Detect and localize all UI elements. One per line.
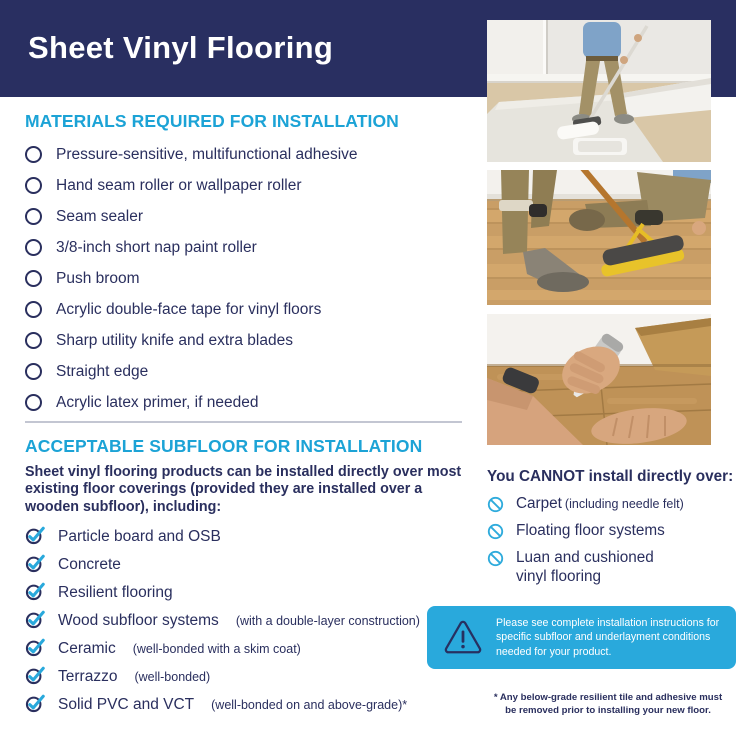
check-icon	[25, 693, 46, 713]
subfloor-list	[25, 523, 465, 719]
materials-item-label: Seam sealer	[56, 207, 144, 225]
check-icon	[25, 665, 46, 685]
circle-bullet-icon	[25, 239, 42, 256]
materials-item	[25, 356, 465, 387]
warning-triangle-icon	[443, 619, 483, 656]
cannot-item	[487, 494, 727, 513]
photo-push-broom	[487, 170, 711, 305]
subfloor-item	[25, 551, 465, 579]
materials-heading: MATERIALS REQUIRED FOR INSTALLATION	[25, 111, 399, 131]
subfloor-item-label: Concrete	[58, 556, 121, 573]
check-icon	[25, 553, 46, 573]
materials-item-label: Straight edge	[56, 362, 149, 380]
photo-rolling-adhesive	[487, 20, 711, 162]
materials-item	[25, 387, 465, 418]
subfloor-item-note: (well-bonded with a skim coat)	[132, 642, 301, 656]
materials-item	[25, 294, 465, 325]
materials-item	[25, 263, 465, 294]
check-icon	[25, 525, 46, 545]
cannot-item-label: Floating floor systems	[516, 522, 665, 540]
check-icon	[25, 581, 46, 601]
no-icon	[487, 550, 504, 567]
subfloor-item-note: (with a double-layer construction)	[235, 614, 420, 628]
subfloor-item	[25, 579, 465, 607]
materials-item	[25, 232, 465, 263]
subfloor-item-label: Solid PVC and VCT	[58, 696, 195, 713]
materials-item-label: Acrylic latex primer, if needed	[56, 393, 259, 411]
circle-bullet-icon	[25, 301, 42, 318]
materials-item-label: Push broom	[56, 269, 140, 287]
cannot-item-label: Carpet	[516, 495, 562, 512]
cannot-item	[487, 521, 727, 540]
subfloor-item	[25, 635, 465, 663]
subfloor-item-label: Ceramic	[58, 640, 116, 657]
circle-bullet-icon	[25, 394, 42, 411]
cannot-list	[487, 494, 727, 594]
materials-item	[25, 325, 465, 356]
footnote: * Any below-grade resilient tile and adhesive must be removed prior to installing your new floor.	[493, 692, 723, 717]
subfloor-item-label: Terrazzo	[58, 668, 118, 685]
callout-text: Please see complete installation instructions for specific subfloor and underlayment conditions needed for your product.	[496, 617, 720, 658]
subfloor-item-label: Particle board and OSB	[58, 528, 221, 545]
check-icon	[25, 637, 46, 657]
circle-bullet-icon	[25, 208, 42, 225]
page-title: Sheet Vinyl Flooring	[28, 30, 334, 65]
materials-item	[25, 170, 465, 201]
circle-bullet-icon	[25, 146, 42, 163]
circle-bullet-icon	[25, 332, 42, 349]
subfloor-item-label: Wood subfloor systems	[58, 612, 219, 629]
materials-list	[25, 139, 465, 418]
materials-item-label: Acrylic double-face tape for vinyl floors	[56, 300, 322, 318]
cannot-item	[487, 548, 727, 586]
subfloor-item	[25, 607, 465, 635]
cannot-item-note: (including needle felt)	[564, 497, 684, 511]
circle-bullet-icon	[25, 177, 42, 194]
circle-bullet-icon	[25, 270, 42, 287]
no-icon	[487, 496, 504, 513]
subfloor-item	[25, 663, 465, 691]
materials-item-label: Hand seam roller or wallpaper roller	[56, 176, 302, 194]
no-icon	[487, 523, 504, 540]
section-divider	[25, 421, 462, 423]
check-icon	[25, 609, 46, 629]
materials-item-label: Sharp utility knife and extra blades	[56, 331, 293, 349]
subfloor-item-note: (well-bonded)	[134, 670, 211, 684]
subfloor-intro: Sheet vinyl flooring products can be installed directly over most existing floor coverings (provided they are installed over a wooden subfloor), including:	[25, 464, 462, 515]
subfloor-item	[25, 523, 465, 551]
subfloor-heading: ACCEPTABLE SUBFLOOR FOR INSTALLATION	[25, 436, 423, 456]
circle-bullet-icon	[25, 363, 42, 380]
cannot-heading: You CANNOT install directly over:	[487, 468, 734, 485]
materials-item	[25, 139, 465, 170]
materials-item-label: 3/8-inch short nap paint roller	[56, 238, 257, 256]
subfloor-item-note: (well-bonded on and above-grade)*	[211, 698, 408, 712]
materials-item	[25, 201, 465, 232]
photo-knife-cutting	[487, 314, 711, 445]
subfloor-item-label: Resilient flooring	[58, 584, 173, 601]
warning-callout	[427, 606, 736, 669]
cannot-item-label: Luan and cushioned vinyl flooring	[516, 549, 654, 586]
subfloor-item	[25, 691, 465, 719]
materials-item-label: Pressure-sensitive, multifunctional adhesive	[56, 145, 358, 163]
